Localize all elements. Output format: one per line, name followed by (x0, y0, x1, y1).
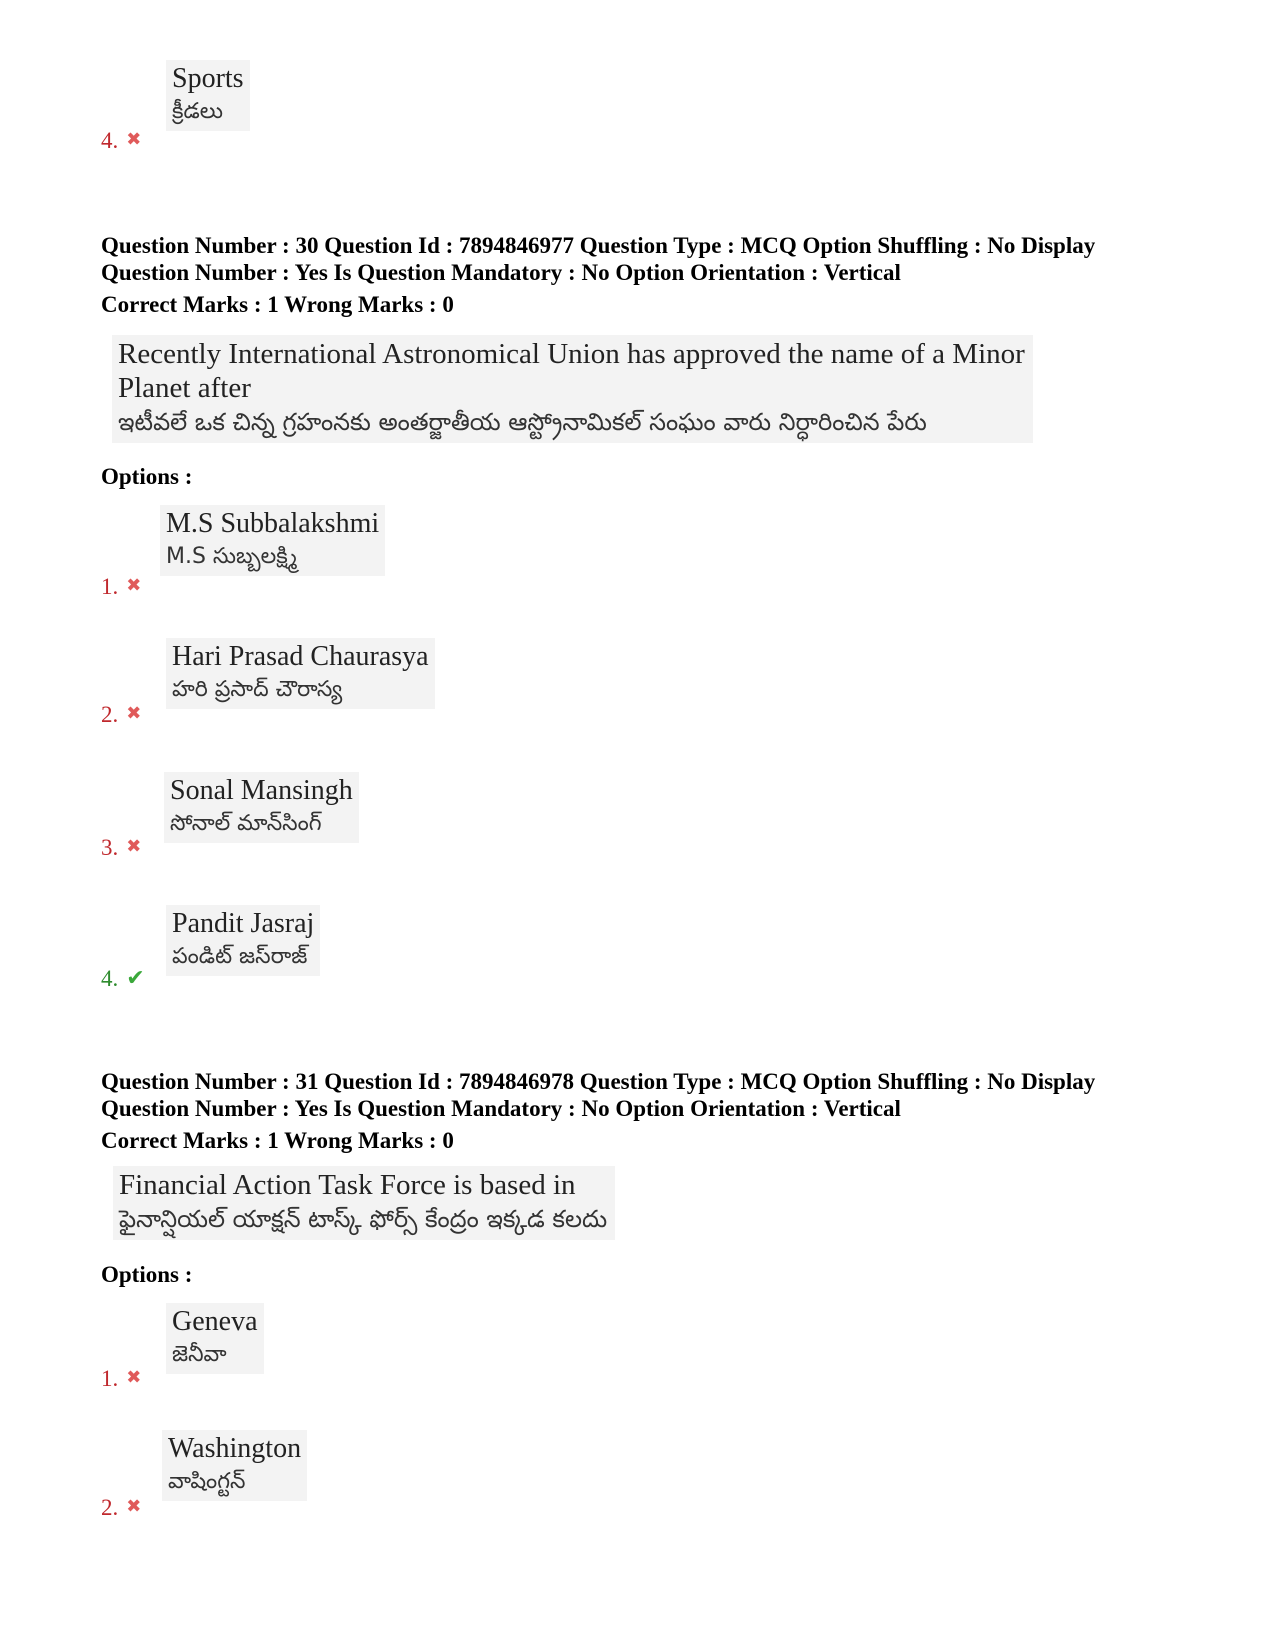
cross-icon: ✖ (126, 1496, 142, 1517)
option-text-en: Sonal Mansingh (170, 775, 353, 806)
marks-line: Correct Marks : 1 Wrong Marks : 0 (101, 1128, 454, 1153)
q30-option-4 (166, 905, 320, 976)
q30-option-1 (160, 505, 385, 576)
option-number: 3. (101, 835, 119, 860)
q30-options-label: Options : (101, 464, 193, 489)
meta-line-1: Question Number : 31 Question Id : 7894846978 Question Type : MCQ Option Shuffling : No Display (101, 1069, 1096, 1094)
option-text-en: M.S Subbalakshmi (166, 508, 380, 539)
q30-meta (101, 232, 1251, 318)
q31-meta (101, 1068, 1251, 1154)
cross-icon: ✖ (126, 703, 142, 724)
q30-option-2-number (101, 702, 141, 728)
q31-option-1-number (101, 1366, 141, 1392)
cross-icon: ✖ (126, 129, 142, 150)
q30-option-3-number (101, 835, 141, 861)
question-te: ఫైనాన్షియల్ యాక్షన్ టాస్క్ ఫోర్స్ కేంద్రం ఇక్కడ కలదు (119, 1205, 608, 1233)
q31-options-label: Options : (101, 1262, 193, 1287)
q30-option-3 (164, 772, 359, 843)
q31-question-text (113, 1166, 615, 1240)
question-en-line-1: Recently International Astronomical Union has approved the name of a Minor (118, 338, 1025, 370)
option-text-te: జెనీవా (172, 1342, 227, 1367)
meta-line-1: Question Number : 30 Question Id : 7894846977 Question Type : MCQ Option Shuffling : No Display (101, 233, 1096, 258)
q30-option-4-number (101, 966, 145, 992)
option-text-te: సోనాల్ మాన్‌సింగ్ (170, 811, 322, 836)
meta-line-2: Question Number : Yes Is Question Mandatory : No Option Orientation : Vertical (101, 1096, 901, 1121)
option-number: 4. (101, 966, 119, 991)
option-text-en: Pandit Jasraj (172, 908, 315, 939)
option-number: 1. (101, 1366, 119, 1391)
option-text-te: M.S సుబ్బలక్ష్మి (166, 544, 297, 569)
q30-question-text (112, 335, 1033, 443)
option-number: 2. (101, 702, 119, 727)
option-text-en: Sports (172, 63, 244, 94)
option-text-en: Hari Prasad Chaurasya (172, 641, 429, 672)
option-text-en: Washington (168, 1433, 302, 1464)
option-number: 1. (101, 574, 119, 599)
option-number: 4. (101, 128, 119, 153)
option-text-te: పండిట్ జస్‌రాజ్ (172, 944, 308, 969)
option-text-te: క్రీడలు (172, 99, 223, 124)
cross-icon: ✖ (126, 575, 142, 596)
marks-line: Correct Marks : 1 Wrong Marks : 0 (101, 292, 454, 317)
option-text-te: వాషింగ్టన్ (168, 1469, 246, 1494)
question-en-line-1: Financial Action Task Force is based in (119, 1169, 576, 1201)
q30-option-1-number (101, 574, 141, 600)
q31-option-1 (166, 1303, 264, 1374)
cross-icon: ✖ (126, 836, 142, 857)
prev-option-number (101, 128, 141, 154)
option-number: 2. (101, 1495, 119, 1520)
option-text-en: Geneva (172, 1306, 258, 1337)
question-te: ఇటీవలే ఒక చిన్న గ్రహంనకు అంతర్జాతీయ ఆస్ట్రోనామికల్ సంఘం వారు నిర్ధారించిన పేరు (118, 408, 927, 436)
cross-icon: ✖ (126, 1367, 142, 1388)
q30-option-2 (166, 638, 435, 709)
prev-option-box (166, 60, 250, 131)
q31-option-2 (162, 1430, 307, 1501)
meta-line-2: Question Number : Yes Is Question Mandatory : No Option Orientation : Vertical (101, 260, 901, 285)
check-icon: ✔ (126, 966, 145, 991)
option-text-te: హరి ప్రసాద్ చౌరాస్య (172, 677, 343, 702)
q31-option-2-number (101, 1495, 141, 1521)
question-en-line-2: Planet after (118, 372, 251, 404)
